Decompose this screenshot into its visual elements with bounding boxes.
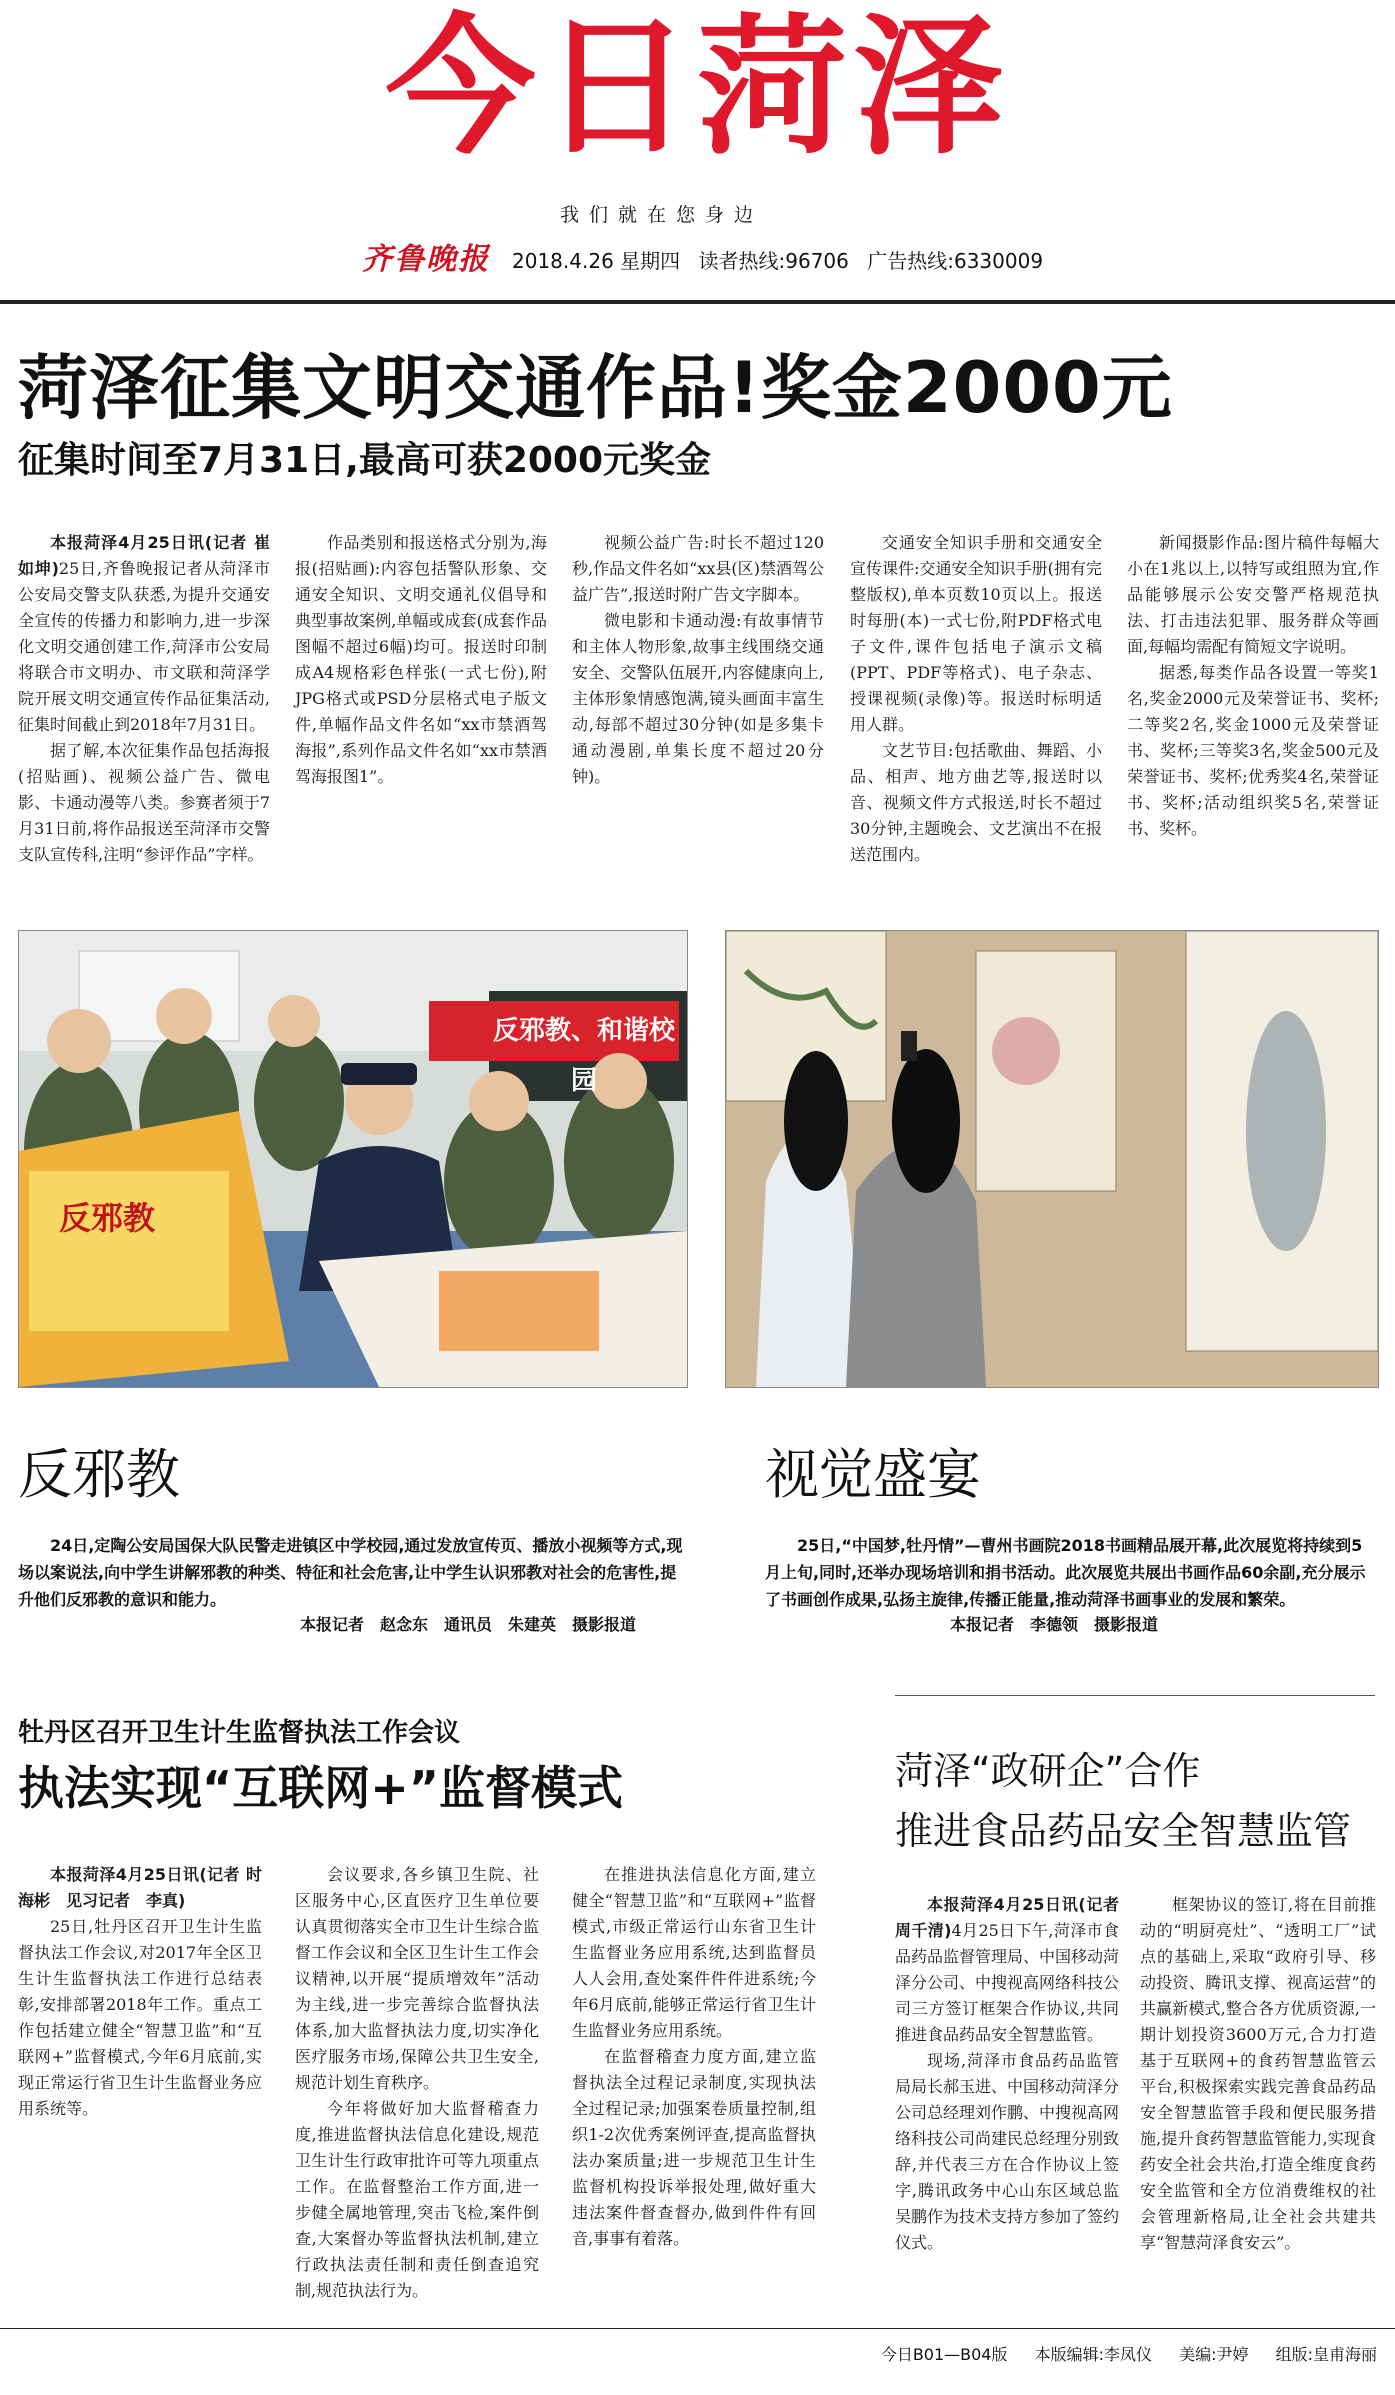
footer-proof: 组版:皇甫海丽 xyxy=(1275,2345,1377,2364)
exhibition-scene-image xyxy=(726,931,1378,1387)
lead-subhead: 征集时间至7月31日,最高可获2000元奖金 xyxy=(18,440,712,481)
lead-column-2 xyxy=(295,530,547,790)
dateline xyxy=(512,245,1055,274)
story-two-column-2 xyxy=(295,1862,539,2304)
story-three-column-2 xyxy=(1140,1892,1376,2256)
visual-feast-heading: 视觉盛宴 xyxy=(765,1443,981,1506)
story-two-paragraph: 在推进执法信息化方面,建立健全“智慧卫监”和“互联网+”监督模式,市级正常运行山东省卫生计生监督业务应用系统,达到监督员人人会用,查处案件件件进系统;今年6月底前,能够正常运行省卫生计生监督业务应用系统。 xyxy=(572,1865,816,2040)
masthead-slogan: 我们就在您身边 xyxy=(560,204,764,226)
story-two-paragraph: 会议要求,各乡镇卫生院、社区服务中心,区直医疗卫生单位要认真贯彻落实全市卫生计生综合监督工作会议和全区卫生计生工作会议精神,以开展“提质增效年”活动为主线,进一步完善综合监督执法体系,加大监督执法力度,切实净化医疗服务市场,保障公共卫生安全,规范计划生育秩序。 xyxy=(295,1865,539,2092)
story-three-paragraph: 框架协议的签订,将在目前推动的“明厨亮灶”、“透明工厂”试点的基础上,采取“政府引导、移动投资、腾讯支撑、视高运营”的共赢新模式,整合各方优质资源,一期计划投资3600万元,合力打造基于互联网+的食药智慧监管云平台,积极探索实践完善食品药品安全智慧监管手段和便民服务措施,提升食药智慧监管能力,实现食药安全社会共治,打造全维度食药安全监管和全方位消费维权的社会管理新格局,让全社会共建共享“智慧菏泽食安云”。 xyxy=(1140,1895,1376,2252)
visual-feast-caption xyxy=(765,1532,1377,1613)
section-divider xyxy=(895,1695,1375,1696)
lead-paragraph: 新闻摄影作品:图片稿件每幅大小在1兆以上,以特写或组照为宜,作品能够展示公安交警严格规范执法、打击违法犯罪、服务群众等画面,每幅均需配有简短文字说明。 xyxy=(1127,533,1379,656)
story-three-paragraph: 4月25日下午,菏泽市食品药品监督管理局、中国移动菏泽分公司、中搜视高网络科技公司三方签订框架合作协议,共同推进食品药品安全智慧监管。 xyxy=(895,1921,1120,2044)
lead-byline: 本报菏泽4月25日讯(记者 崔如坤) xyxy=(18,533,270,578)
lead-paragraph: 交通安全知识手册和交通安全宣传课件:交通安全知识手册(拥有完整版权),单本页数10页以上。报送时每册(本)一式七份,附PDF格式电子文件,课件包括电子演示文稿(PPT、PDF等格式)、电子杂志、授课视频(录像)等。报送时标明适用人群。 xyxy=(850,533,1102,734)
masthead-divider xyxy=(0,300,1395,304)
lead-paragraph: 文艺节目:包括歌曲、舞蹈、小品、相声、地方曲艺等,报送时以音、视频文件方式报送,时长不超过30分钟,主题晚会、文艺演出不在报送范围内。 xyxy=(850,741,1102,864)
footer-divider xyxy=(0,2328,1395,2329)
story-three-headline-1: 菏泽“政研企”合作 xyxy=(895,1749,1201,1793)
story-two-paragraph: 25日,牡丹区召开卫生计生监督执法工作会议,对2017年全区卫生计生监督执法工作进行总结表彰,安排部署2018年工作。重点工作包括建立健全“智慧卫监”和“互联网+”监督模式,今年6月底前,实现正常运行省卫生计生监督业务应用系统等。 xyxy=(18,1917,262,2118)
anti-cult-caption xyxy=(18,1532,686,1613)
brand-logo: 齐鲁晚报 xyxy=(362,242,490,277)
poster-title: 反邪教 xyxy=(59,1199,156,1237)
issue-date: 2018.4.26 星期四 xyxy=(512,249,681,273)
footer-credits xyxy=(859,2342,1377,2365)
story-two-column-1 xyxy=(18,1862,262,2122)
footer-editor: 本版编辑:李凤仪 xyxy=(1034,2345,1152,2364)
photo-anti-cult-classroom xyxy=(18,930,688,1388)
lead-column-1 xyxy=(18,530,270,868)
anti-cult-heading: 反邪教 xyxy=(18,1443,180,1506)
classroom-banner: 反邪教、和谐校园 xyxy=(492,1016,675,1096)
caption-text: 24日,定陶公安局国保大队民警走进镇区中学校园,通过发放宣传页、播放小视频等方式,现场以案说法,向中学生讲解邪教的种类、特征和社会危害,让中学生认识邪教对社会的危害性,提升他们反邪教的意识和能力。 xyxy=(18,1536,683,1609)
anti-cult-credit: 本报记者 赵念东 通讯员 朱建英 摄影报道 xyxy=(300,1615,637,1634)
story-two-column-3 xyxy=(572,1862,816,2252)
lead-paragraph: 微电影和卡通动漫:有故事情节和主体人物形象,故事主线围绕交通安全、交警队伍展开,内容健康向上,主体形象情感饱满,镜头画面丰富生动,每部不超过30分钟(如是多集卡通动漫剧,单集长度不超过20分钟)。 xyxy=(572,611,824,786)
story-two-paragraph: 今年将做好加大监督稽查力度,推进监督执法信息化建设,规范卫生计生行政审批许可等九项重点工作。在监督整治工作方面,进一步健全属地管理,突击飞检,案件倒查,大案督办等监督执法机制,建立行政执法责任制和责任倒查追究制,规范执法行为。 xyxy=(295,2099,539,2300)
reader-hotline: 读者热线:96706 xyxy=(698,249,849,273)
lead-paragraph: 25日,齐鲁晚报记者从菏泽市公安局交警支队获悉,为提升交通安全宣传的传播力和影响力,进一步深化文明交通创建工作,菏泽市公安局将联合市文明办、市文联和菏泽学院开展文明交通宣传作品征集活动,征集时间截止到2018年7月31日。 xyxy=(18,559,270,734)
lead-column-4 xyxy=(850,530,1102,868)
story-two-kicker: 牡丹区召开卫生计生监督执法工作会议 xyxy=(18,1718,461,1748)
masthead-title: 今日菏泽 xyxy=(385,1,1010,175)
story-three-headline-2: 推进食品药品安全智慧监管 xyxy=(895,1809,1352,1853)
lead-paragraph: 据悉,每类作品各设置一等奖1名,奖金2000元及荣誉证书、奖杯;二等奖2名,奖金1000元及荣誉证书、奖杯;三等奖3名,奖金500元及荣誉证书、奖杯;优秀奖4名,荣誉证书、奖杯;活动组织奖5名,荣誉证书、奖杯。 xyxy=(1127,663,1379,838)
lead-paragraph: 作品类别和报送格式分别为,海报(招贴画):内容包括警队形象、交通安全知识、文明交通礼仪倡导和典型事故案例,单幅或成套(成套作品图幅不超过6幅)均可。报送时印制成A4规格彩色样张(一式七份),附JPG格式或PSD分层格式电子版文件,单幅作品文件名如“xx市禁酒驾海报”,系列作品文件名如“xx市禁酒驾海报图1”。 xyxy=(295,533,547,786)
story-three-byline: 本报菏泽4月25日讯(记者 周千清) xyxy=(895,1895,1136,1940)
visual-feast-credit: 本报记者 李德领 摄影报道 xyxy=(950,1615,1159,1634)
footer-pages: 今日B01—B04版 xyxy=(880,2345,1008,2364)
ad-hotline: 广告热线:6330009 xyxy=(867,249,1044,273)
story-two-paragraph: 在监督稽查力度方面,建立监督执法全过程记录制度,实现执法全过程记录;加强案卷质量控制,组织1-2次优秀案例评查,提高监督执法办案质量;进一步规范卫生计生监督机构投诉举报处理,做好重大违法案件督查督办,做到件件有回音,事事有着落。 xyxy=(572,2047,816,2248)
lead-paragraph: 视频公益广告:时长不超过120秒,作品文件名如“xx县(区)禁酒驾公益广告”,报送时附广告文字脚本。 xyxy=(572,533,824,604)
story-two-headline: 执法实现“互联网+”监督模式 xyxy=(18,1761,624,1815)
story-two-byline: 本报菏泽4月25日讯(记者 时海彬 见习记者 李真) xyxy=(18,1865,262,1910)
caption-text: 25日,“中国梦,牡丹情”—曹州书画院2018书画精品展开幕,此次展览将持续到5月上旬,同时,还举办现场培训和捐书活动。此次展览共展出书画作品60余副,充分展示了书画创作成果,弘扬主旋律,传播正能量,推动菏泽书画事业的发展和繁荣。 xyxy=(765,1536,1366,1609)
story-three-column-1 xyxy=(895,1892,1136,2256)
lead-column-3 xyxy=(572,530,824,790)
lead-column-5 xyxy=(1127,530,1379,842)
photo-calligraphy-exhibition xyxy=(725,930,1379,1388)
classroom-scene-image xyxy=(19,931,687,1387)
footer-design: 美编:尹婷 xyxy=(1179,2345,1249,2364)
lead-paragraph: 据了解,本次征集作品包括海报(招贴画)、视频公益广告、微电影、卡通动漫等八类。参赛者须于7月31日前,将作品报送至菏泽市交警支队宣传科,注明“参评作品”字样。 xyxy=(18,741,270,864)
lead-headline: 菏泽征集文明交通作品!奖金2000元 xyxy=(18,347,1173,429)
story-three-paragraph: 现场,菏泽市食品药品监管局局长郝玉进、中国移动菏泽分公司总经理刘作鹏、中搜视高网络科技公司尚建民总经理分别致辞,并代表三方在合作协议上签字,腾讯政务中心山东区域总监吴鹏作为技术支持方参加了签约仪式。 xyxy=(895,2051,1120,2252)
